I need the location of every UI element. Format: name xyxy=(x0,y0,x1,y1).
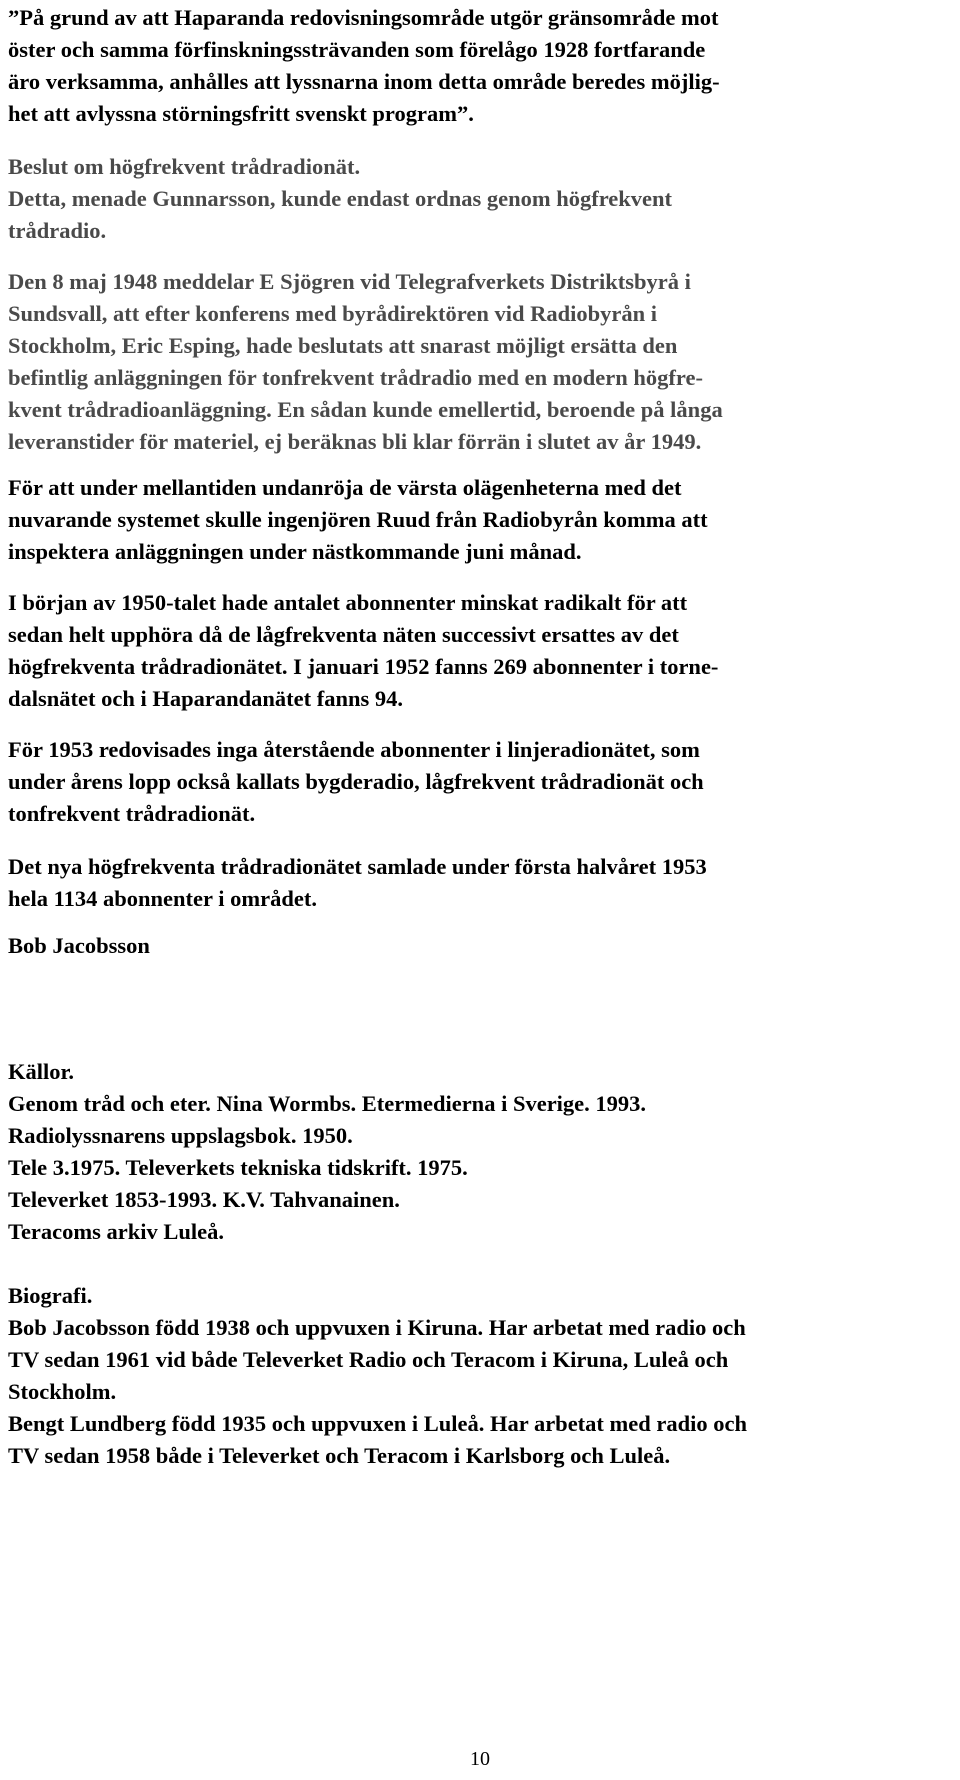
paragraph-new-network xyxy=(8,851,952,915)
text-line: ”På grund av att Haparanda redovisningsområde utgör gränsområde mot xyxy=(8,5,719,30)
text-line: leveranstider för materiel, ej beräknas bli klar förrän i slutet av år 1949. xyxy=(8,429,702,454)
source-item: Teracoms arkiv Luleå. xyxy=(8,1219,225,1244)
page-number: 10 xyxy=(470,1748,490,1770)
text-line: under årens lopp också kallats bygderadio, lågfrekvent trådradionät och xyxy=(8,769,704,794)
text-line: högfrekventa trådradionätet. I januari 1952 fanns 269 abonnenter i torne- xyxy=(8,654,719,679)
text-line: kvent trådradioanläggning. En sådan kunde emellertid, beroende på långa xyxy=(8,397,723,422)
paragraph-inspection xyxy=(8,472,952,568)
sources-heading: Källor. xyxy=(8,1059,75,1084)
text-line: TV sedan 1961 vid både Televerket Radio och Teracom i Kiruna, Luleå och xyxy=(8,1347,729,1372)
text-line: trådradio. xyxy=(8,218,107,243)
text-line: inspektera anläggningen under nästkommande juni månad. xyxy=(8,539,582,564)
text-line: Det nya högfrekventa trådradionätet samlade under första halvåret 1953 xyxy=(8,854,707,879)
text-line: För 1953 redovisades inga återstående abonnenter i linjeradionätet, som xyxy=(8,737,700,762)
sources-section xyxy=(8,1056,952,1248)
source-item: Tele 3.1975. Televerkets tekniska tidskrift. 1975. xyxy=(8,1155,468,1180)
text-line: Detta, menade Gunnarsson, kunde endast ordnas genom högfrekvent xyxy=(8,186,673,211)
text-line: Bengt Lundberg född 1935 och uppvuxen i Luleå. Har arbetat med radio och xyxy=(8,1411,748,1436)
text-line: tonfrekvent trådradionät. xyxy=(8,801,256,826)
text-line: äro verksamma, anhålles att lyssnarna inom detta område beredes möjlig- xyxy=(8,69,720,94)
source-item: Genom tråd och eter. Nina Wormbs. Etermedierna i Sverige. 1993. xyxy=(8,1091,647,1116)
source-item: Televerket 1853-1993. K.V. Tahvanainen. xyxy=(8,1187,400,1212)
text-line: Bob Jacobsson född 1938 och uppvuxen i Kiruna. Har arbetat med radio och xyxy=(8,1315,746,1340)
text-line: sedan helt upphöra då de lågfrekventa näten successivt ersattes av det xyxy=(8,622,679,647)
text-line: het att avlyssna störningsfritt svenskt program”. xyxy=(8,101,474,126)
biography-heading: Biografi. xyxy=(8,1283,93,1308)
text-line: hela 1134 abonnenter i området. xyxy=(8,886,317,911)
paragraph-may-1948 xyxy=(8,266,952,458)
paragraph-1953 xyxy=(8,734,952,830)
author-name: Bob Jacobsson xyxy=(8,933,150,958)
text-line: Sundsvall, att efter konferens med byrådirektören vid Radiobyrån i xyxy=(8,301,658,326)
text-line: I början av 1950-talet hade antalet abonnenter minskat radikalt för att xyxy=(8,590,688,615)
text-line: dalsnätet och i Haparandanätet fanns 94. xyxy=(8,686,404,711)
text-line: befintlig anläggningen för tonfrekvent trådradio med en modern högfre- xyxy=(8,365,703,390)
text-line: För att under mellantiden undanröja de värsta olägenheterna med det xyxy=(8,475,682,500)
biography-section xyxy=(8,1280,952,1472)
text-line: nuvarande systemet skulle ingenjören Ruud från Radiobyrån komma att xyxy=(8,507,708,532)
paragraph-quote xyxy=(8,2,952,130)
section-heading: Beslut om högfrekvent trådradionät. xyxy=(8,154,361,179)
paragraph-decision-heading xyxy=(8,151,952,247)
source-item: Radiolyssnarens uppslagsbok. 1950. xyxy=(8,1123,353,1148)
author-signature xyxy=(8,930,952,962)
text-line: Stockholm, Eric Esping, hade beslutats att snarast möjligt ersätta den xyxy=(8,333,678,358)
text-line: Den 8 maj 1948 meddelar E Sjögren vid Telegrafverkets Distriktsbyrå i xyxy=(8,269,691,294)
paragraph-1950s xyxy=(8,587,952,715)
text-line: öster och samma förfinskningssträvanden som förelågo 1928 fortfarande xyxy=(8,37,706,62)
text-line: Stockholm. xyxy=(8,1379,117,1404)
text-line: TV sedan 1958 både i Televerket och Teracom i Karlsborg och Luleå. xyxy=(8,1443,671,1468)
document-page xyxy=(8,0,952,1780)
